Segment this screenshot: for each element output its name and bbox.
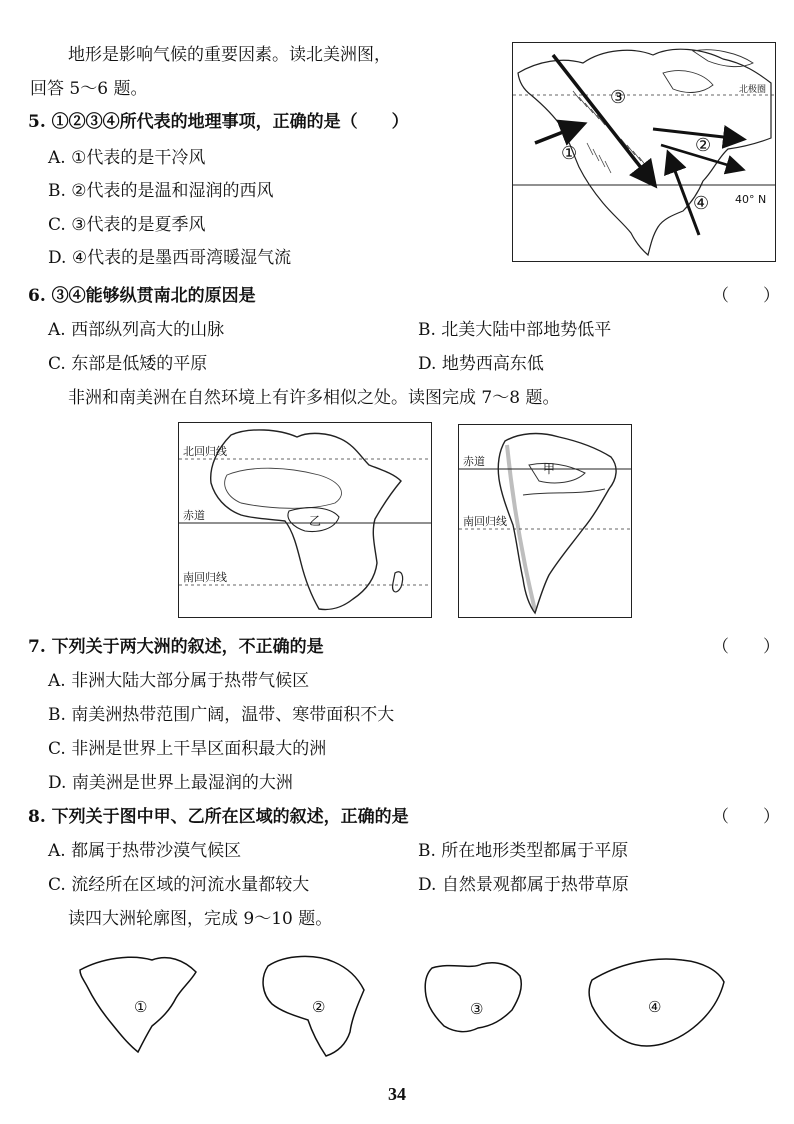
arrow-1 [535, 125, 581, 143]
q6-option-c: C. 东部是低矮的平原 [48, 354, 208, 374]
question-6-stem: 6. ③④能够纵贯南北的原因是 [28, 286, 256, 306]
intro-line-2: 回答 5～6 题。 [30, 79, 148, 99]
na-label-3: ③ [610, 87, 627, 108]
q8-option-a: A. 都属于热带沙漠气候区 [48, 841, 242, 861]
africa-outline [211, 430, 401, 610]
outline-label-2: ② [312, 998, 326, 1016]
africa-tropic-south-label: 南回归线 [183, 571, 227, 584]
north-america-map [512, 42, 776, 262]
region-jia-outline [529, 463, 585, 483]
lat-40n-label: 40° N [735, 193, 767, 206]
outline-label-1: ① [134, 998, 148, 1016]
intro-line-1: 地形是影响气候的重要因素。读北美洲图， [68, 45, 391, 65]
q7-option-d: D. 南美洲是世界上最湿润的大洲 [48, 773, 293, 793]
na-label-2: ② [695, 135, 712, 156]
sa-equator-label: 赤道 [463, 455, 485, 468]
africa-equator-label: 赤道 [183, 509, 205, 522]
q8-option-c: C. 流经所在区域的河流水量都较大 [48, 875, 310, 895]
madagascar-outline [393, 572, 403, 592]
q6-option-a: A. 西部纵列高大的山脉 [48, 320, 225, 340]
continent-outlines [72, 948, 732, 1058]
q7-option-c: C. 非洲是世界上干旱区面积最大的洲 [48, 739, 327, 759]
africa-map-svg [179, 423, 431, 617]
page-number: 34 [388, 1084, 406, 1104]
south-america-map [458, 424, 632, 618]
q6-answer-paren: （ ） [712, 286, 780, 306]
question-8-stem: 8. 下列关于图中甲、乙所在区域的叙述，正确的是 [28, 807, 409, 827]
arctic-circle-label: 北极圈 [739, 85, 767, 95]
q7-answer-paren: （ ） [712, 637, 780, 657]
region-jia-label: 甲 [543, 462, 556, 476]
na-label-4: ④ [693, 193, 710, 214]
amazon-river [523, 489, 605, 495]
q5-option-a: A. ①代表的是干冷风 [48, 148, 206, 168]
africa-tropic-north-label: 北回归线 [183, 445, 227, 458]
q6-option-d: D. 地势西高东低 [418, 354, 544, 374]
intro-2: 非洲和南美洲在自然环境上有许多相似之处。读图完成 7～8 题。 [68, 388, 560, 408]
region-yi-label: 乙 [309, 514, 322, 528]
north-america-outline [518, 49, 771, 255]
africa-map [178, 422, 432, 618]
q5-option-c: C. ③代表的是夏季风 [48, 215, 206, 235]
outline-europe [425, 963, 521, 1032]
q5-option-b: B. ②代表的是温和湿润的西风 [48, 181, 274, 201]
north-america-map-svg [513, 43, 775, 261]
question-5-stem: 5. ①②③④所代表的地理事项，正确的是（ ） [28, 112, 409, 132]
intro-3: 读四大洲轮廓图，完成 9～10 题。 [68, 909, 333, 929]
andes-mountains [507, 445, 535, 611]
q8-option-b: B. 所在地形类型都属于平原 [418, 841, 629, 861]
south-america-map-svg [459, 425, 631, 617]
outline-label-4: ④ [648, 998, 662, 1016]
africa-climate-zone [225, 468, 342, 508]
q8-answer-paren: （ ） [712, 807, 780, 827]
sa-tropic-south-label: 南回归线 [463, 515, 507, 528]
hudson-bay-outline [663, 71, 713, 93]
outline-label-3: ③ [470, 1000, 484, 1018]
question-7-stem: 7. 下列关于两大洲的叙述，不正确的是 [28, 637, 324, 657]
q8-option-d: D. 自然景观都属于热带草原 [418, 875, 629, 895]
q7-option-b: B. 南美洲热带范围广阔，温带、寒带面积不大 [48, 705, 395, 725]
arctic-islands-outline [693, 50, 753, 67]
q5-option-d: D. ④代表的是墨西哥湾暖湿气流 [48, 248, 292, 268]
na-label-1: ① [561, 143, 578, 164]
q7-option-a: A. 非洲大陆大部分属于热带气候区 [48, 671, 310, 691]
q6-option-b: B. 北美大陆中部地势低平 [418, 320, 612, 340]
